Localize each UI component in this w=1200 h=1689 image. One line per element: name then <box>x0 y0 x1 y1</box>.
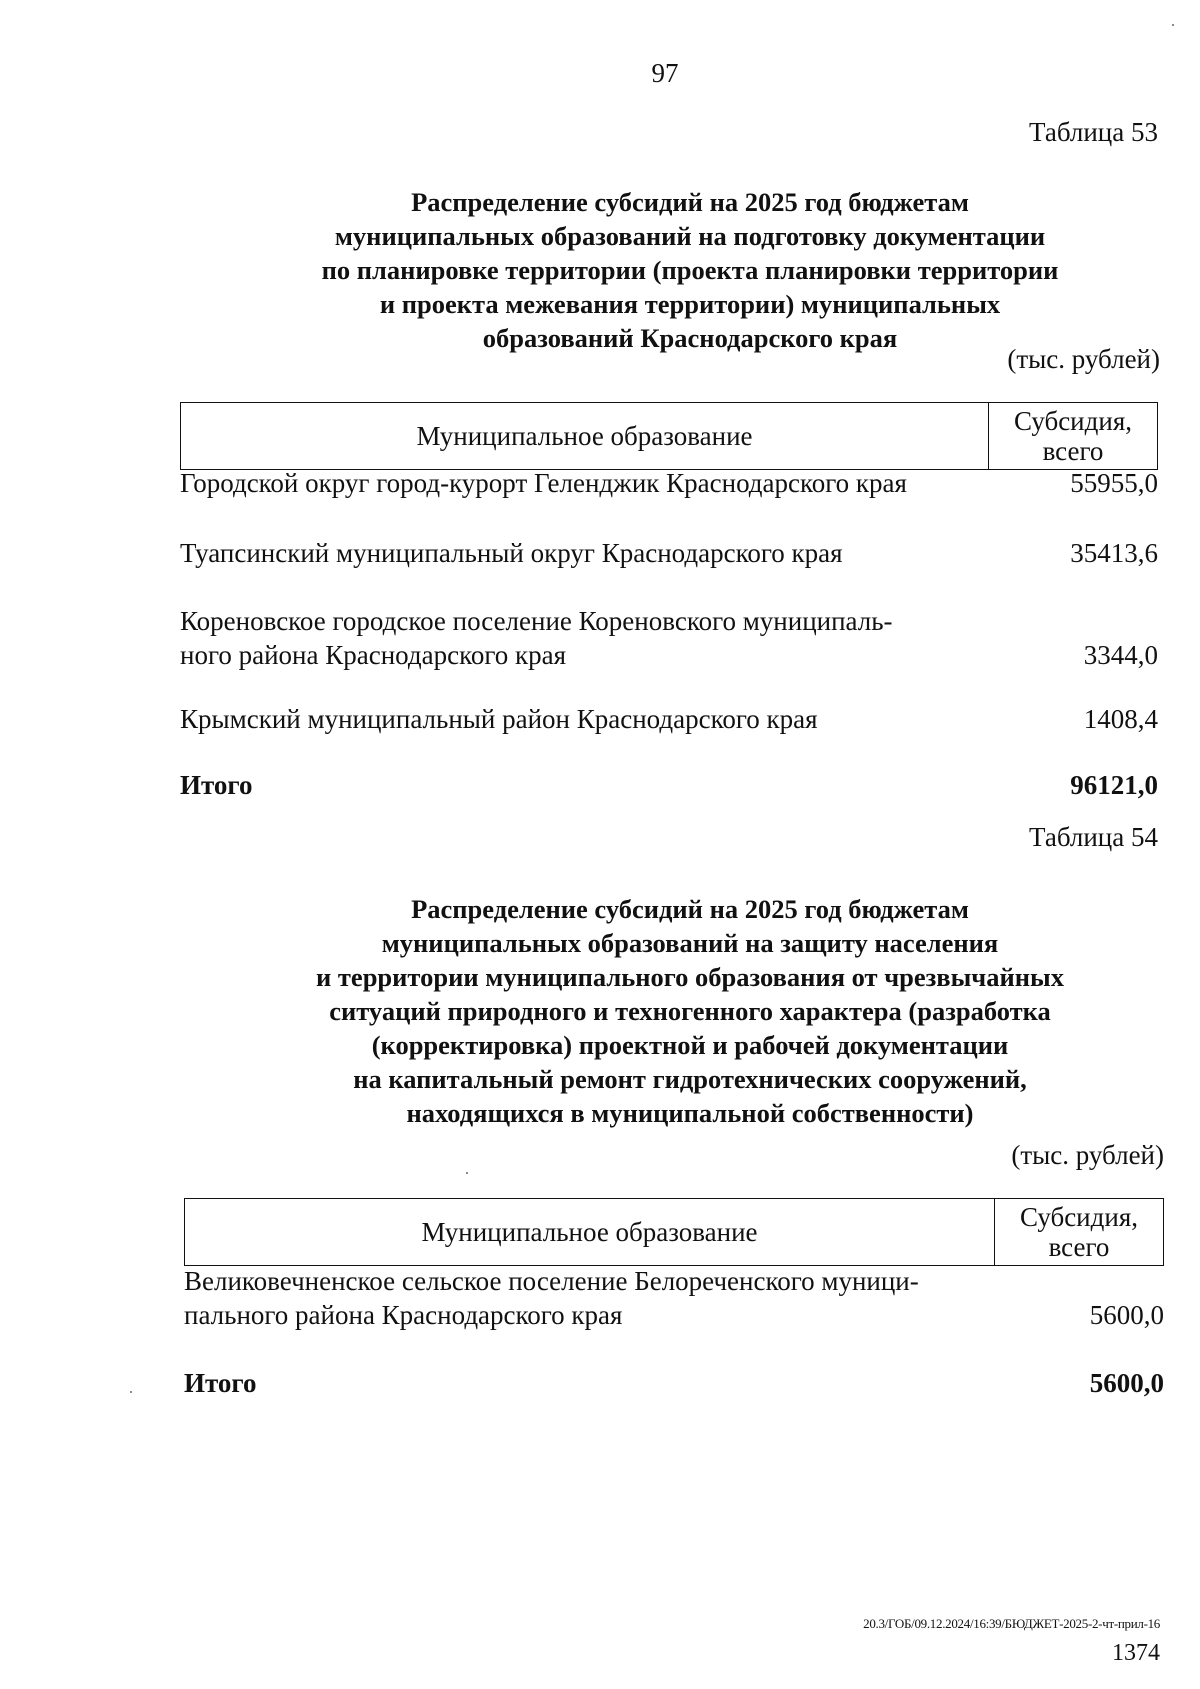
table-row <box>180 466 1158 500</box>
table-53-title-line: и проекта межевания территории) муниципальных <box>379 289 1001 319</box>
table-54-units: (тыс. рублей) <box>1011 1140 1164 1170</box>
table-53-title-line: образований Краснодарского края <box>482 323 898 353</box>
total-value: 96121,0 <box>1070 770 1158 800</box>
table-row <box>180 702 1158 736</box>
footer-sheet-number: 1374 <box>1112 1640 1160 1666</box>
table-53-header <box>180 402 1158 470</box>
table-53-units: (тыс. рублей) <box>1007 344 1160 374</box>
scan-speck <box>466 1172 468 1174</box>
row-subsidy-value: 1408,4 <box>1083 704 1158 734</box>
row-subsidy-value: 3344,0 <box>1083 640 1158 670</box>
row-municipality-line: ного района Краснодарского края <box>180 640 566 670</box>
row-municipality <box>180 466 907 500</box>
row-municipality-line: Кореновское городское поселение Кореновского муниципаль- <box>180 606 893 636</box>
table-row <box>180 536 1158 570</box>
scan-speck <box>1172 24 1174 26</box>
table-total-row <box>184 1366 1164 1400</box>
row-subsidy-value: 35413,6 <box>1070 538 1158 568</box>
table-54-header <box>184 1198 1164 1266</box>
column-header-subsidy <box>995 1199 1163 1265</box>
row-municipality-line: пального района Краснодарского края <box>184 1300 623 1330</box>
column-header-subsidy-line2: всего <box>1042 436 1104 466</box>
column-header-municipality: Муниципальное образование <box>181 403 989 469</box>
row-municipality-line: Городской округ город-курорт Геленджик Краснодарского края <box>180 468 907 498</box>
row-municipality-line: Великовечненское сельское поселение Белореченского муници- <box>184 1266 919 1296</box>
table-54-title-line: и территории муниципального образования от чрезвычайных <box>316 962 1064 992</box>
table-row <box>184 1264 1164 1332</box>
table-53-title-line: по планировке территории (проекта планировки территории <box>321 255 1059 285</box>
table-54-title <box>160 892 1200 1130</box>
table-54-title-line: на капитальный ремонт гидротехнических сооружений, <box>353 1064 1027 1094</box>
column-header-subsidy-line1: Субсидия, <box>1019 1202 1138 1232</box>
table-53-caption: Таблица 53 <box>1029 117 1158 147</box>
table-53-title-line: Распределение субсидий на 2025 год бюджетам <box>411 187 969 217</box>
column-header-subsidy <box>989 403 1157 469</box>
row-subsidy-value: 55955,0 <box>1070 468 1158 498</box>
row-municipality <box>180 702 818 736</box>
table-54-caption: Таблица 54 <box>1029 822 1158 852</box>
table-54-title-line: ситуаций природного и техногенного характера (разработка <box>329 996 1051 1026</box>
page-number: 97 <box>651 58 679 88</box>
row-municipality <box>184 1264 919 1332</box>
table-53-title-line: муниципальных образований на подготовку документации <box>334 221 1046 251</box>
scan-speck <box>130 1391 132 1393</box>
table-total-row <box>180 768 1158 802</box>
row-municipality <box>180 536 843 570</box>
total-value: 5600,0 <box>1089 1368 1164 1398</box>
table-54-title-line: находящихся в муниципальной собственности) <box>406 1098 974 1128</box>
footer-document-code: 20.3/ГОБ/09.12.2024/16:39/БЮДЖЕТ-2025-2-чт-прил-16 <box>863 1616 1160 1631</box>
row-municipality-line: Крымский муниципальный район Краснодарского края <box>180 704 818 734</box>
column-header-municipality: Муниципальное образование <box>185 1199 995 1265</box>
row-municipality-line: Туапсинский муниципальный округ Краснодарского края <box>180 538 843 568</box>
total-label: Итого <box>180 770 253 800</box>
table-54-title-line: (корректировка) проектной и рабочей документации <box>371 1030 1009 1060</box>
table-row <box>180 604 1158 672</box>
total-label: Итого <box>184 1368 257 1398</box>
row-subsidy-value: 5600,0 <box>1089 1300 1164 1330</box>
table-54-title-line: Распределение субсидий на 2025 год бюджетам <box>411 894 969 924</box>
table-53-title <box>160 185 1200 355</box>
column-header-subsidy-line2: всего <box>1048 1232 1110 1262</box>
column-header-subsidy-line1: Субсидия, <box>1013 406 1132 436</box>
table-54-title-line: муниципальных образований на защиту населения <box>381 928 999 958</box>
row-municipality <box>180 604 893 672</box>
